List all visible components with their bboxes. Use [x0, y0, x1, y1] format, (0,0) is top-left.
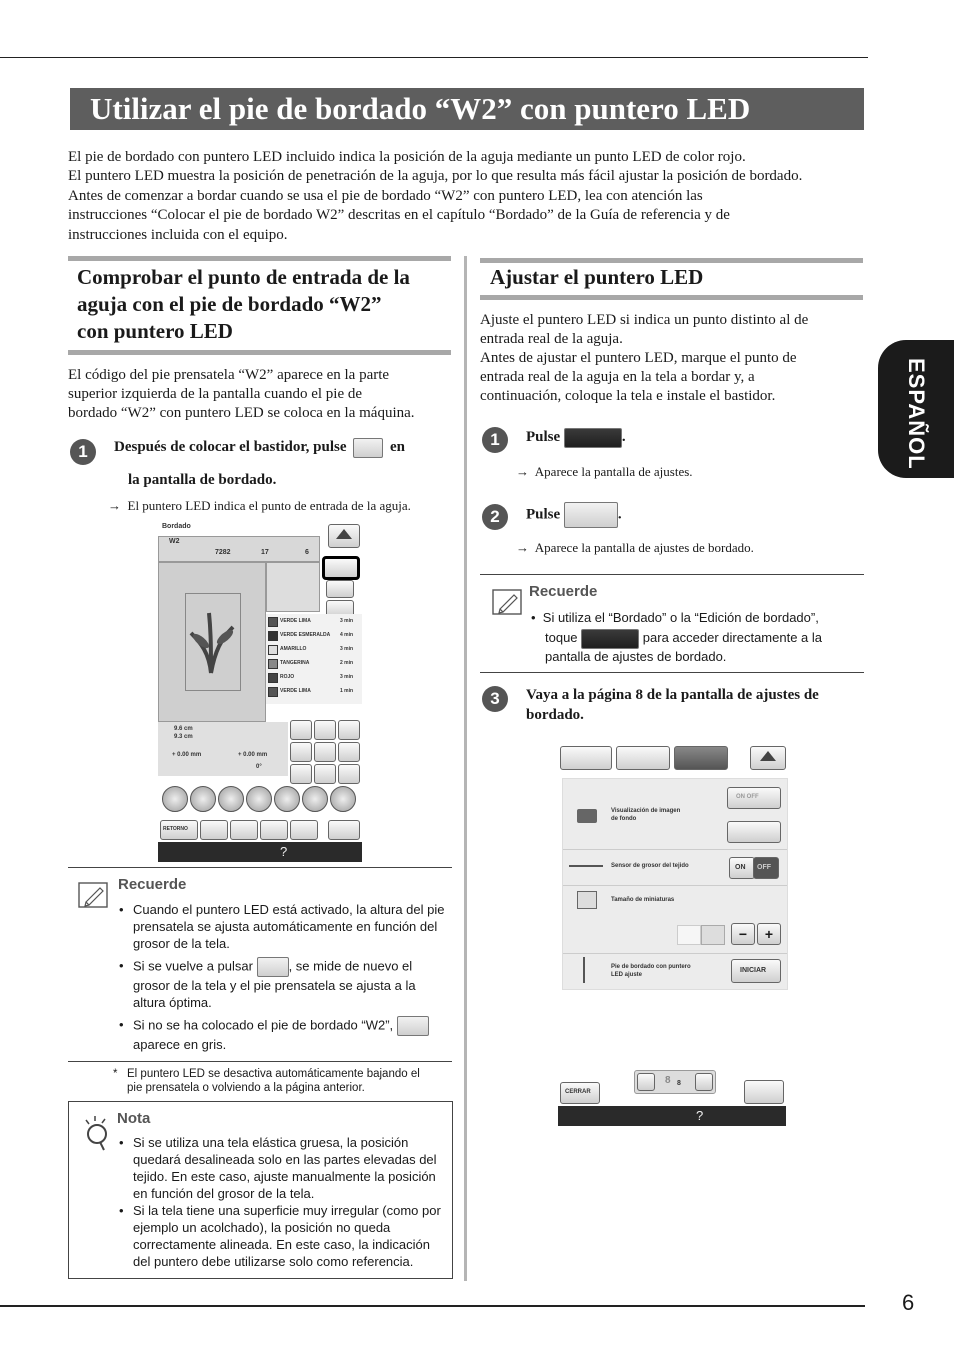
color-time: 3 min [340, 646, 354, 652]
arrow-button [338, 720, 360, 740]
round-button [302, 786, 328, 812]
settings-tab-active [674, 746, 728, 770]
top-rule [0, 57, 868, 58]
help-icon: ? [280, 844, 288, 859]
thumbnail-preview [677, 925, 701, 945]
step-text: Pulse . [526, 502, 622, 528]
left-paragraph-line: bordado “W2” con puntero LED se coloca en la máquina. [68, 405, 415, 421]
step-text-label: Pulse [526, 429, 561, 445]
tool-button [290, 820, 318, 840]
pencil-note-icon [78, 882, 108, 908]
page-total: 8 [677, 1080, 681, 1087]
time-count: 17 [261, 549, 269, 556]
edit-buttons [158, 786, 362, 816]
bottom-rule [0, 1305, 865, 1307]
left-paragraph-line: superior izquierda de la pantalla cuando el pie de [68, 386, 363, 402]
iniciar-label: INICIAR [740, 967, 767, 974]
step-text-line: bordado. [526, 707, 584, 723]
left-heading-line: con puntero LED [77, 319, 233, 343]
recuerde-item-text: aparece en gris. [133, 1037, 227, 1052]
step-text-label: Pulse [526, 506, 561, 523]
recuerde-item-text: toque [545, 630, 578, 645]
recuerde-body [531, 608, 861, 665]
footnote-line: pie prensatela o volviendo a la página anterior. [127, 1082, 365, 1094]
minus-button: − [731, 923, 755, 945]
recuerde-top-rule [480, 574, 864, 575]
thickness-sensor-icon [569, 865, 603, 867]
round-button [274, 786, 300, 812]
intro-line: El puntero LED muestra la posición de penetración de la aguja, por lo que resulta más fácil ajustar la posición de bordado. [68, 168, 803, 185]
screen-bottom-bar [558, 1106, 786, 1126]
recuerde-item [531, 628, 861, 649]
home-button [328, 524, 360, 548]
recuerde-item [531, 608, 861, 628]
color-row [266, 672, 362, 684]
right-heading-bar-top [480, 258, 863, 263]
offset-y: + 0.00 mm [172, 752, 202, 758]
left-paragraph-line: El código del pie prensatela “W2” aparece en la parte [68, 367, 390, 383]
camera-icon [577, 809, 597, 823]
step-text-b: en [390, 439, 406, 455]
recuerde-item-text: , se mide de nuevo el [288, 958, 413, 974]
intro-line: instrucciones incluida con el equipo. [68, 226, 288, 243]
color-name: VERDE LIMA [280, 618, 311, 624]
next-page-button [695, 1073, 713, 1091]
color-swatch [268, 631, 278, 641]
column-divider [464, 256, 467, 1281]
footnote-line: El puntero LED se desactiva automáticamente bajando el [127, 1068, 420, 1080]
step-text-c: la pantalla de bordado. [128, 472, 277, 488]
recuerde-label: Recuerde [118, 876, 187, 893]
color-name: TANGERINA [280, 660, 310, 666]
sensor-on-button [729, 857, 755, 879]
intro-text [68, 148, 868, 245]
left-heading-bar-bottom [68, 350, 451, 355]
prev-page-button [637, 1073, 655, 1091]
page-indicator: 8 [665, 1075, 671, 1086]
stitch-count: 7282 [215, 549, 231, 556]
step-number: 1 [70, 439, 96, 465]
arrow-button [290, 742, 312, 762]
color-name: VERDE ESMERALDA [280, 632, 331, 638]
setting-label: Visualización de imagen de fondo [611, 808, 681, 822]
recuerde-bottom-rule [68, 1061, 452, 1062]
settings-page-button-icon [581, 629, 639, 649]
lightbulb-icon [80, 1112, 110, 1152]
size-panel [158, 722, 288, 776]
nota-item: • Si la tela tiene una superficie muy irregular (como por ejemplo un acolchado), la posición no queda correctamente alineada. En este caso, la indicación del puntero debe utilizarse solo como referencia. [117, 1202, 447, 1270]
tool-button [260, 820, 288, 840]
arrow-icon: → [108, 498, 121, 513]
step-text [526, 685, 866, 725]
nota-label: Nota [117, 1110, 151, 1127]
recuerde-item [117, 957, 447, 1011]
arrow-button [290, 764, 312, 784]
step-text [114, 437, 459, 458]
toggle-label: ON OFF [736, 794, 759, 800]
foot-code: W2 [169, 538, 180, 545]
led-pointer-button-icon [257, 957, 289, 977]
color-name: AMARILLO [280, 646, 307, 652]
arrow-pad [288, 718, 360, 784]
arrow-button [290, 720, 312, 740]
settings-page-button-icon [564, 428, 622, 448]
cerrar-label: CERRAR [565, 1089, 591, 1095]
step-result-text: Aparece la pantalla de ajustes de bordado. [534, 540, 754, 555]
left-heading-line: aguja con el pie de bordado “W2” [77, 292, 382, 316]
color-time: 3 min [340, 618, 354, 624]
page-number: 6 [902, 1290, 915, 1315]
round-button [218, 786, 244, 812]
thumbnail-icon [577, 891, 597, 909]
pencil-note-icon [492, 589, 522, 615]
color-swatch [268, 659, 278, 669]
left-heading-line: Comprobar el punto de entrada de la [77, 265, 410, 289]
angle-value: 0° [256, 764, 262, 770]
right-paragraph-line: entrada real de la aguja en la tela a bordar y, a [480, 369, 755, 385]
step-text-line: Vaya a la página 8 de la pantalla de ajustes de [526, 687, 819, 703]
bullet: • [531, 610, 543, 625]
color-row [266, 658, 362, 670]
right-paragraph [480, 311, 870, 406]
step-result [108, 497, 460, 514]
settings-tab [560, 746, 612, 770]
color-count: 6 [305, 549, 309, 556]
step-number: 2 [482, 504, 508, 530]
offset-x: + 0.00 mm [238, 752, 268, 758]
screen-bottom-bar [158, 842, 362, 862]
cerrar-button [560, 1082, 600, 1104]
settings-panel [562, 778, 788, 990]
step-text: Pulse . [526, 427, 626, 448]
bottom-buttons [158, 820, 362, 842]
off-label: OFF [757, 864, 771, 871]
step-result-text: El puntero LED indica el punto de entrada de la aguja. [127, 498, 411, 513]
retorno-button [160, 820, 198, 840]
tool-button [328, 820, 360, 840]
arrow-button [314, 720, 336, 740]
recuerde-item: • Cuando el puntero LED está activado, la altura del pie prensatela se ajusta automáticamente en función del grosor de la tela. [117, 901, 447, 952]
plus-button: + [757, 923, 781, 945]
recuerde-bottom-rule [480, 672, 864, 673]
recuerde-item-text: grosor de la tela y el pie prensatela se ajusta a la altura óptima. [133, 978, 416, 1010]
on-label: ON [735, 864, 746, 871]
status-bar [158, 536, 320, 562]
recuerde-item-text: Si se vuelve a pulsar [133, 958, 253, 974]
nota-list [117, 1134, 447, 1275]
pattern-thumb [266, 562, 320, 612]
home-icon [336, 529, 352, 539]
led-foot-icon [583, 957, 585, 983]
arrow-button [338, 742, 360, 762]
color-time: 4 min [340, 632, 354, 638]
color-swatch [268, 617, 278, 627]
home-button [750, 746, 786, 770]
left-paragraph [68, 366, 460, 423]
color-swatch [268, 645, 278, 655]
color-row [266, 630, 362, 642]
step-number: 1 [482, 427, 508, 453]
right-paragraph-line: Ajuste el puntero LED si indica un punto distinto al de [480, 312, 809, 328]
led-pointer-button [322, 556, 360, 580]
left-heading-bar-top [68, 256, 451, 261]
sensor-off-button [753, 857, 779, 879]
color-list [266, 614, 362, 704]
page-selector [634, 1070, 716, 1094]
step-number: 3 [482, 686, 508, 712]
iniciar-button [731, 959, 781, 983]
bg-image-button [727, 821, 781, 843]
tool-button [230, 820, 258, 840]
recuerde-list [117, 901, 447, 1058]
retorno-label: RETORNO [163, 826, 188, 832]
settings-row [563, 779, 787, 850]
footnote [113, 1067, 453, 1095]
recuerde-top-rule [68, 867, 452, 868]
arrow-icon: → [516, 540, 529, 555]
footnote-mark: * [113, 1068, 118, 1080]
settings-row [563, 849, 787, 886]
recuerde-item [117, 1016, 447, 1053]
color-swatch [268, 687, 278, 697]
screen-title: Bordado [162, 523, 191, 530]
color-time: 1 min [340, 688, 354, 694]
thumbnail-preview [701, 925, 725, 945]
step-result-text: Aparece la pantalla de ajustes. [534, 464, 693, 479]
settings-screen [558, 742, 786, 1126]
arrow-button [314, 764, 336, 784]
round-button [190, 786, 216, 812]
step-result [516, 539, 754, 556]
setting-label: Pie de bordado con puntero LED ajuste [611, 964, 691, 978]
embroidery-preview [158, 562, 266, 722]
intro-line: Antes de comenzar a bordar cuando se usa el pie de bordado “W2” con puntero LED, lea con atención las [68, 187, 703, 204]
setting-label: Sensor de grosor del tejido [611, 863, 689, 869]
intro-line: instrucciones “Colocar el pie de bordado W2” descritas en el capítulo “Bordado” de la Guía de referencia y de [68, 207, 730, 224]
embroidery-settings-button-icon [564, 502, 618, 528]
recuerde-item-text: Si no se ha colocado el pie de bordado “W2”, [133, 1017, 394, 1033]
led-pointer-button-icon [353, 438, 383, 458]
color-swatch [268, 673, 278, 683]
screen-side-button [326, 580, 354, 598]
color-time: 2 min [340, 660, 354, 666]
color-name: VERDE LIMA [280, 688, 311, 694]
size-width: 9.6 cm [174, 726, 193, 732]
step-text-a: Después de colocar el bastidor, pulse [114, 439, 347, 455]
title-bar [70, 88, 864, 130]
right-heading-bar-bottom [480, 295, 863, 300]
settings-tab [616, 746, 670, 770]
settings-row [563, 953, 787, 989]
round-button [330, 786, 356, 812]
flower-design-icon [181, 603, 241, 683]
step-result [516, 463, 693, 480]
led-pointer-button-icon [397, 1016, 429, 1036]
arrow-button [314, 742, 336, 762]
round-button [162, 786, 188, 812]
recuerde-item: pantalla de ajustes de bordado. [545, 648, 727, 664]
help-icon: ? [696, 1108, 704, 1123]
color-time: 3 min [340, 674, 354, 680]
color-name: ROJO [280, 674, 295, 680]
bg-image-toggle [727, 787, 781, 809]
right-paragraph-line: Antes de ajustar el puntero LED, marque el punto de [480, 350, 797, 366]
machine-button [744, 1080, 784, 1104]
right-paragraph-line: entrada real de la aguja. [480, 331, 623, 347]
recuerde-label: Recuerde [529, 583, 598, 600]
right-paragraph-line: continuación, coloque la tela e instale el bastidor. [480, 388, 776, 404]
nota-item: • Si se utiliza una tela elástica gruesa, la posición quedará desalineada solo en las partes elevadas del tejido. En este caso, ajuste manualmente la posición en función del grosor de la tela. [117, 1134, 447, 1202]
language-tab-label: ESPAÑOL [904, 358, 929, 470]
size-height: 9.3 cm [174, 734, 193, 740]
left-heading [77, 264, 457, 345]
color-row [266, 686, 362, 698]
arrow-button [338, 764, 360, 784]
language-tab [878, 340, 954, 478]
embroidery-screen [158, 520, 362, 862]
intro-line: El pie de bordado con puntero LED incluido indica la posición de la aguja mediante un punto LED de color rojo. [68, 149, 746, 165]
arrow-icon: → [516, 464, 529, 479]
home-icon [760, 751, 776, 761]
tool-button [200, 820, 228, 840]
color-row [266, 644, 362, 656]
setting-label: Tamaño de miniaturas [611, 897, 675, 903]
right-heading: Ajustar el puntero LED [490, 265, 704, 289]
page-title: Utilizar el pie de bordado “W2” con puntero LED [90, 91, 751, 126]
recuerde-item-text: para acceder directamente a la [642, 630, 823, 645]
color-row [266, 616, 362, 628]
round-button [246, 786, 272, 812]
settings-row [563, 885, 787, 954]
recuerde-item-text: Si utiliza el “Bordado” o la “Edición de bordado”, [542, 610, 819, 625]
